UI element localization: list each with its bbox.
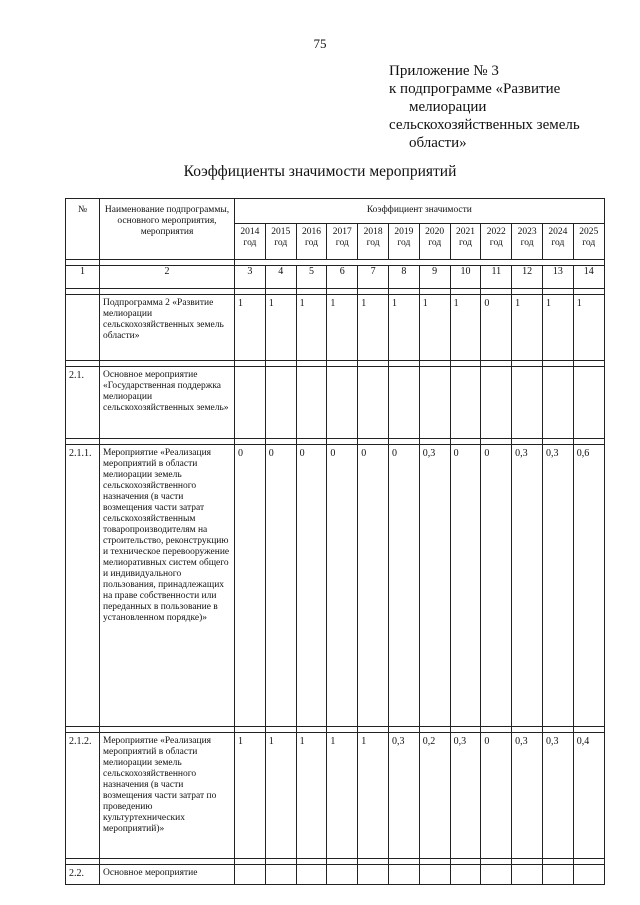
coefficient-value: 0 [450,445,481,727]
header-row [66,199,605,224]
coefficient-value: 0,3 [512,445,543,727]
row-code: 2.1.1. [66,445,100,727]
appendix-heading [389,62,609,152]
coefficient-value [358,367,389,439]
column-index-cell: 14 [573,266,604,289]
row-name: Основное мероприятие [100,865,235,885]
table-row [66,367,605,439]
header-year: 2025 год [573,224,604,260]
column-index-cell: 4 [265,266,296,289]
header-year: 2020 год [419,224,450,260]
coefficient-value [573,367,604,439]
coefficient-value [235,367,266,439]
coefficient-value: 0,3 [542,445,573,727]
column-index-cell: 5 [296,266,327,289]
appendix-line: к подпрограмме «Развитие [389,81,561,97]
coefficient-value: 0,3 [512,733,543,859]
coefficient-value: 0,2 [419,733,450,859]
coefficient-value [265,865,296,885]
coefficient-value: 0,4 [573,733,604,859]
column-index-cell: 1 [66,266,100,289]
coefficients-table [65,198,605,885]
coefficient-value: 1 [358,733,389,859]
header-year: 2016 год [296,224,327,260]
row-name: Мероприятие «Реализация мероприятий в области мелиорации земель сельскохозяйственного назначения (в части возмещения части затрат сельскохозяйственным товаропроизводителям на строительство, реконструкцию и техническое перевооружение мелиоративных систем общего и индивидуального пользования, принадлежащих на праве собственности или переданных в пользование в установленном порядке)» [100,445,235,727]
coefficient-value: 1 [265,733,296,859]
appendix-line: Приложение № 3 [389,63,499,79]
table-row [66,445,605,727]
coefficient-value: 1 [388,295,419,361]
row-code: 2.2. [66,865,100,885]
row-name: Мероприятие «Реализация мероприятий в области мелиорации земель сельскохозяйственного назначения (в части возмещения части затрат по проведению культуртехнических мероприятий)» [100,733,235,859]
header-year: 2023 год [512,224,543,260]
coefficient-value: 1 [235,733,266,859]
coefficient-value: 0,6 [573,445,604,727]
column-index-row [66,266,605,289]
coefficient-value: 1 [573,295,604,361]
coefficient-value [265,367,296,439]
column-index-cell: 12 [512,266,543,289]
column-index-cell: 2 [100,266,235,289]
coefficient-value [481,367,512,439]
table-row [66,865,605,885]
coefficient-value [419,865,450,885]
coefficient-value: 0 [481,445,512,727]
row-code: 2.1.2. [66,733,100,859]
appendix-line: области» [409,135,467,151]
coefficient-value [512,367,543,439]
coefficient-value: 1 [450,295,481,361]
table-row [66,295,605,361]
row-code: 2.1. [66,367,100,439]
coefficient-value: 0 [388,445,419,727]
header-year: 2021 год [450,224,481,260]
coefficient-value: 0 [296,445,327,727]
header-name: Наименование подпрограммы, основного мероприятия, мероприятия [100,199,235,260]
coefficient-value: 1 [542,295,573,361]
column-index-cell: 10 [450,266,481,289]
header-year: 2015 год [265,224,296,260]
row-code [66,295,100,361]
coefficient-value [327,865,358,885]
header-year: 2019 год [388,224,419,260]
coefficient-value: 1 [327,733,358,859]
coefficient-value: 0,3 [450,733,481,859]
coefficient-value: 0 [235,445,266,727]
coefficient-value: 0 [358,445,389,727]
header-year: 2017 год [327,224,358,260]
coefficient-value [388,865,419,885]
column-index-cell: 6 [327,266,358,289]
coefficient-value: 1 [235,295,266,361]
coefficient-value [388,367,419,439]
coefficient-value [296,367,327,439]
coefficient-value: 0 [327,445,358,727]
coefficient-value [450,367,481,439]
coefficient-value: 1 [327,295,358,361]
coefficient-value: 0 [265,445,296,727]
coefficient-value [512,865,543,885]
header-coefficient: Коэффициент значимости [235,199,605,224]
coefficient-value [296,865,327,885]
coefficient-value: 0,3 [388,733,419,859]
header-year: 2014 год [235,224,266,260]
coefficient-value: 1 [296,295,327,361]
coefficient-value [542,865,573,885]
coefficient-value: 0,3 [542,733,573,859]
coefficient-value: 1 [358,295,389,361]
coefficient-value [542,367,573,439]
coefficient-value: 0 [481,733,512,859]
coefficient-value: 0 [481,295,512,361]
coefficient-value: 1 [296,733,327,859]
coefficient-value [450,865,481,885]
coefficient-value [573,865,604,885]
document-title: Коэффициенты значимости мероприятий [183,163,457,180]
column-index-cell: 11 [481,266,512,289]
appendix-line: мелиорации [409,99,487,115]
column-index-cell: 3 [235,266,266,289]
coefficient-value: 0,3 [419,445,450,727]
column-index-cell: 8 [388,266,419,289]
coefficient-value: 1 [512,295,543,361]
column-index-cell: 9 [419,266,450,289]
coefficient-value [419,367,450,439]
row-name: Подпрограмма 2 «Развитие мелиорации сельскохозяйственных земель области» [100,295,235,361]
coefficient-value: 1 [419,295,450,361]
coefficient-value: 1 [265,295,296,361]
coefficient-value [235,865,266,885]
coefficient-value [327,367,358,439]
table-row [66,733,605,859]
header-number: № [66,199,100,260]
coefficient-value [358,865,389,885]
page-number: 75 [313,36,327,51]
header-year: 2024 год [542,224,573,260]
header-year: 2018 год [358,224,389,260]
coefficient-value [481,865,512,885]
header-year: 2022 год [481,224,512,260]
row-name: Основное мероприятие «Государственная поддержка мелиорации сельскохозяйственных земель» [100,367,235,439]
column-index-cell: 13 [542,266,573,289]
appendix-line: сельскохозяйственных земель [389,117,580,133]
column-index-cell: 7 [358,266,389,289]
